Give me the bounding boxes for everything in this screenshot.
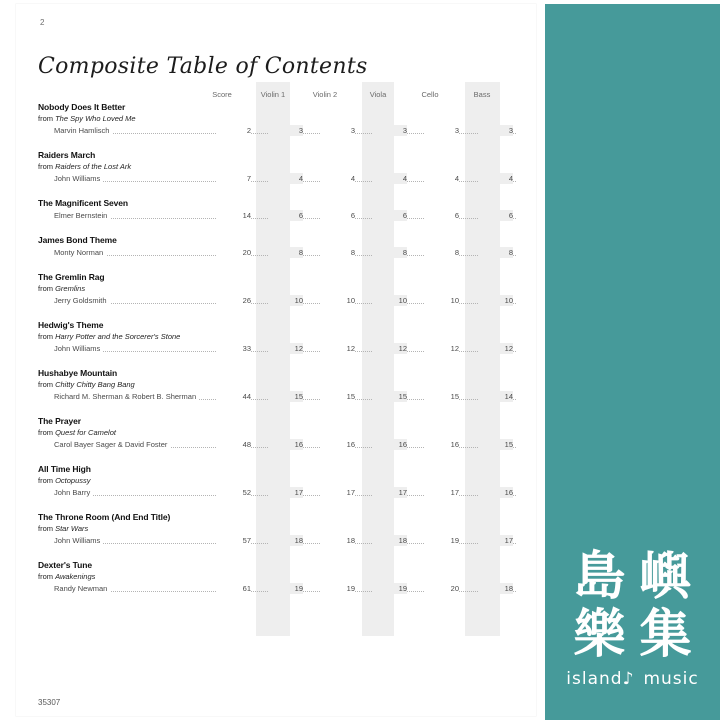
entry-source-title: Gremlins (55, 284, 86, 293)
column-header-bass: Bass (473, 90, 491, 99)
entry-page-number: 12 (320, 343, 355, 354)
entry-page-number: 8 (372, 247, 407, 258)
entry-page-number: 12 (424, 343, 459, 354)
column-header-violin1: Violin 1 (260, 90, 286, 99)
entry-page-number: 14 (478, 391, 513, 402)
entry-page-line (38, 343, 516, 354)
entry-page-number: 17 (268, 487, 303, 498)
entry-title: The Magnificent Seven (38, 198, 129, 208)
column-header-violin2: Violin 2 (312, 90, 338, 99)
logo-latin-wordmark (545, 669, 720, 689)
folio-number: 2 (40, 18, 45, 27)
entry-page-number: 6 (372, 210, 407, 221)
entry-page-number: 4 (372, 173, 407, 184)
logo-char-dao: 島 (573, 547, 626, 607)
entry-source-line (38, 523, 516, 534)
entry-composer: Elmer Bernstein (54, 210, 110, 221)
column-header-cello: Cello (421, 90, 439, 99)
entry-from-label: from (38, 284, 53, 293)
contents-entry (38, 101, 516, 136)
entry-page-number: 15 (424, 391, 459, 402)
entry-page-number: 4 (424, 173, 459, 184)
entry-title: Hushabye Mountain (38, 368, 118, 378)
entry-page-number: 3 (320, 125, 355, 136)
entry-page-number: 14 (216, 210, 251, 221)
column-header-viola: Viola (369, 90, 387, 99)
logo-cjk-grid (571, 549, 695, 663)
entry-page-number: 3 (424, 125, 459, 136)
logo-latin-music: music (643, 669, 699, 689)
entry-from-label: from (38, 428, 53, 437)
contents-entry (38, 511, 516, 546)
contents-entry (38, 234, 516, 258)
contents-entry (38, 149, 516, 184)
logo-char-yue: 樂 (573, 605, 626, 665)
entry-composer: Marvin Hamlisch (54, 125, 112, 136)
entry-page-number: 16 (424, 439, 459, 450)
island-music-logo (545, 549, 720, 689)
entry-source-title: Chitty Chitty Bang Bang (55, 380, 135, 389)
entry-page-number: 16 (478, 487, 513, 498)
entry-source-line (38, 113, 516, 124)
entry-source-title: Raiders of the Lost Ark (55, 162, 132, 171)
logo-char-ji: 集 (639, 605, 692, 665)
contents-entry (38, 197, 516, 221)
entry-title: Nobody Does It Better (38, 102, 126, 112)
entry-page-number: 52 (216, 487, 251, 498)
entry-from-label: from (38, 114, 53, 123)
entry-title: All Time High (38, 464, 91, 474)
entry-page-number: 6 (424, 210, 459, 221)
entry-page-number: 16 (372, 439, 407, 450)
entry-page-number: 3 (478, 125, 513, 136)
contents-entry (38, 271, 516, 306)
page-title: Composite Table of Contents (38, 54, 368, 79)
entry-page-number: 17 (424, 487, 459, 498)
entry-page-number: 18 (320, 535, 355, 546)
entry-page-number: 12 (268, 343, 303, 354)
entry-page-number: 3 (268, 125, 303, 136)
entry-page-line (38, 439, 516, 450)
entry-page-number: 10 (478, 295, 513, 306)
entry-page-number: 4 (478, 173, 513, 184)
entry-page-number: 18 (268, 535, 303, 546)
entry-composer: Richard M. Sherman & Robert B. Sherman (54, 391, 199, 402)
entry-title: The Throne Room (And End Title) (38, 512, 171, 522)
entry-composer: John Williams (54, 343, 103, 354)
entry-title: The Prayer (38, 416, 81, 426)
entry-page-number: 4 (268, 173, 303, 184)
entry-title: The Gremlin Rag (38, 272, 105, 282)
entry-page-number: 17 (320, 487, 355, 498)
entry-source-title: Octopussy (55, 476, 91, 485)
entry-page-number: 8 (268, 247, 303, 258)
entry-from-label: from (38, 380, 53, 389)
entry-page-number: 6 (320, 210, 355, 221)
entry-page-number: 19 (320, 583, 355, 594)
entry-title: Hedwig's Theme (38, 320, 104, 330)
entry-page-number: 15 (372, 391, 407, 402)
entry-page-number: 10 (372, 295, 407, 306)
entry-page-number: 7 (216, 173, 251, 184)
entry-from-label: from (38, 524, 53, 533)
logo-char-yu: 嶼 (639, 547, 692, 607)
entry-page-number: 19 (424, 535, 459, 546)
contents-entry (38, 559, 516, 594)
entry-source-line (38, 475, 516, 486)
entry-page-number: 19 (372, 583, 407, 594)
entry-page-number: 15 (268, 391, 303, 402)
entry-page-line (38, 295, 516, 306)
entry-page-number: 8 (320, 247, 355, 258)
logo-latin-island: island (566, 669, 623, 689)
entry-page-number: 4 (320, 173, 355, 184)
entry-page-number: 19 (268, 583, 303, 594)
entry-source-title: The Spy Who Loved Me (55, 114, 136, 123)
entry-page-number: 3 (372, 125, 407, 136)
entry-composer: Jerry Goldsmith (54, 295, 110, 306)
entry-composer: Randy Newman (54, 583, 110, 594)
entry-composer: John Williams (54, 173, 103, 184)
entry-source-title: Harry Potter and the Sorcerer's Stone (55, 332, 181, 341)
entry-page-number: 61 (216, 583, 251, 594)
entry-source-title: Awakenings (55, 572, 96, 581)
entry-page-number: 18 (372, 535, 407, 546)
entry-page-number: 15 (478, 439, 513, 450)
contents-entry (38, 463, 516, 498)
entry-source-title: Star Wars (55, 524, 89, 533)
entry-page-number: 6 (478, 210, 513, 221)
entry-page-number: 16 (268, 439, 303, 450)
entry-page-number: 26 (216, 295, 251, 306)
entry-composer: Carol Bayer Sager & David Foster (54, 439, 170, 450)
entry-page-number: 2 (216, 125, 251, 136)
entry-source-line (38, 379, 516, 390)
entry-title: Raiders March (38, 150, 96, 160)
contents-entry (38, 319, 516, 354)
entry-page-number: 6 (268, 210, 303, 221)
entry-from-label: from (38, 162, 53, 171)
brand-panel (545, 4, 720, 720)
entry-page-line (38, 247, 516, 258)
entry-source-line (38, 571, 516, 582)
entry-page-number: 10 (268, 295, 303, 306)
plate-number: 35307 (38, 698, 61, 707)
entry-page-line (38, 391, 516, 402)
entry-composer: John Williams (54, 535, 103, 546)
music-note-icon: ♪ (622, 669, 635, 689)
entry-source-line (38, 283, 516, 294)
entry-page-line (38, 583, 516, 594)
entry-source-title: Quest for Camelot (55, 428, 116, 437)
contents-entry (38, 367, 516, 402)
entry-page-number: 12 (372, 343, 407, 354)
entry-from-label: from (38, 332, 53, 341)
entry-page-number: 10 (320, 295, 355, 306)
entry-page-number: 17 (478, 535, 513, 546)
entry-page-number: 10 (424, 295, 459, 306)
entry-page-line (38, 125, 516, 136)
entry-page-line (38, 535, 516, 546)
entry-page-number: 20 (424, 583, 459, 594)
entry-page-number: 15 (320, 391, 355, 402)
entry-page-number: 8 (424, 247, 459, 258)
entry-source-line (38, 161, 516, 172)
entry-page-number: 8 (478, 247, 513, 258)
entry-from-label: from (38, 476, 53, 485)
entry-source-line (38, 331, 516, 342)
entry-page-number: 18 (478, 583, 513, 594)
entry-source-line (38, 427, 516, 438)
entry-page-number: 17 (372, 487, 407, 498)
entry-page-number: 33 (216, 343, 251, 354)
entry-title: James Bond Theme (38, 235, 117, 245)
contents-entry-list (38, 101, 516, 607)
entry-page-number: 16 (320, 439, 355, 450)
entry-page-line (38, 487, 516, 498)
entry-page-number: 20 (216, 247, 251, 258)
entry-composer: John Barry (54, 487, 93, 498)
entry-page-line (38, 210, 516, 221)
document-sheet (16, 4, 536, 716)
entry-composer: Monty Norman (54, 247, 106, 258)
contents-entry (38, 415, 516, 450)
entry-page-number: 57 (216, 535, 251, 546)
entry-title: Dexter's Tune (38, 560, 92, 570)
entry-from-label: from (38, 572, 53, 581)
column-header-score: Score (212, 90, 232, 99)
entry-page-line (38, 173, 516, 184)
entry-page-number: 48 (216, 439, 251, 450)
entry-page-number: 12 (478, 343, 513, 354)
entry-page-number: 44 (216, 391, 251, 402)
